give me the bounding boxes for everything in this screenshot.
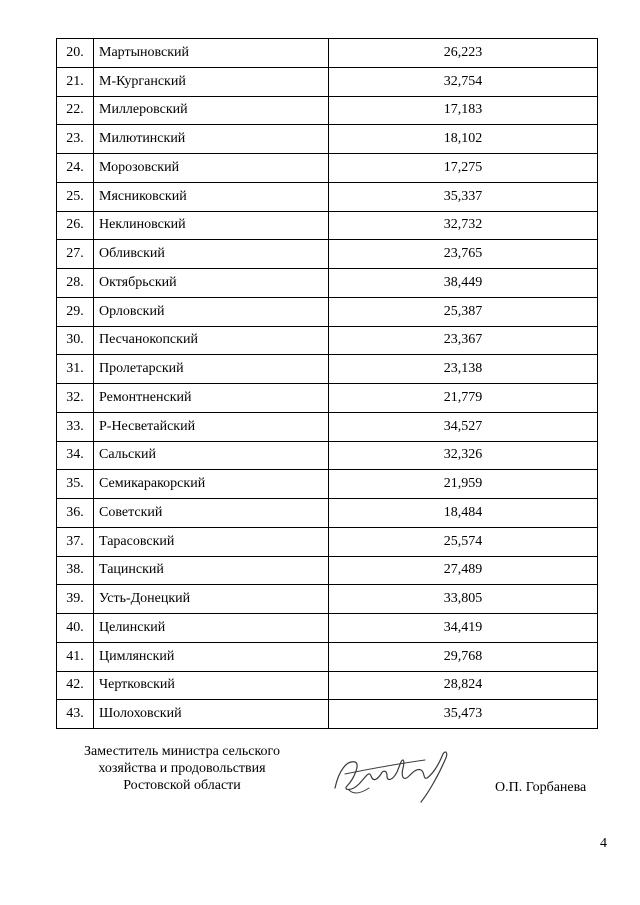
row-number: 33. — [57, 412, 94, 441]
table-row — [57, 671, 598, 700]
district-name: Тацинский — [94, 556, 329, 585]
row-number: 21. — [57, 67, 94, 96]
table-row — [57, 182, 598, 211]
row-number: 29. — [57, 297, 94, 326]
row-number: 40. — [57, 614, 94, 643]
row-number: 36. — [57, 499, 94, 528]
table-row — [57, 240, 598, 269]
table-row — [57, 412, 598, 441]
district-name: Тарасовский — [94, 527, 329, 556]
table-row — [57, 269, 598, 298]
district-value: 35,337 — [329, 182, 598, 211]
table-row — [57, 96, 598, 125]
district-value: 23,765 — [329, 240, 598, 269]
table-row — [57, 642, 598, 671]
row-number: 39. — [57, 585, 94, 614]
row-number: 37. — [57, 527, 94, 556]
district-name: Октябрьский — [94, 269, 329, 298]
row-number: 42. — [57, 671, 94, 700]
position-line: Ростовской области — [123, 778, 241, 793]
table-row — [57, 125, 598, 154]
district-value: 18,484 — [329, 499, 598, 528]
district-value: 27,489 — [329, 556, 598, 585]
row-number: 24. — [57, 154, 94, 183]
table-row — [57, 556, 598, 585]
page-number: 4 — [600, 836, 607, 851]
table-row — [57, 326, 598, 355]
table-row — [57, 441, 598, 470]
district-name: Мясниковский — [94, 182, 329, 211]
district-value: 32,754 — [329, 67, 598, 96]
district-value: 34,419 — [329, 614, 598, 643]
row-number: 38. — [57, 556, 94, 585]
row-number: 34. — [57, 441, 94, 470]
district-name: Чертковский — [94, 671, 329, 700]
table-row — [57, 384, 598, 413]
position-line: Заместитель министра сельского — [84, 744, 280, 759]
district-name: Усть-Донецкий — [94, 585, 329, 614]
row-number: 35. — [57, 470, 94, 499]
handwritten-signature — [325, 740, 460, 810]
row-number: 43. — [57, 700, 94, 729]
table-row — [57, 470, 598, 499]
district-name: Семикаракорский — [94, 470, 329, 499]
row-number: 41. — [57, 642, 94, 671]
position-line: хозяйства и продовольствия — [98, 761, 266, 776]
district-name: Неклиновский — [94, 211, 329, 240]
district-value: 17,183 — [329, 96, 598, 125]
row-number: 30. — [57, 326, 94, 355]
district-name: Мартыновский — [94, 39, 329, 68]
district-name: Пролетарский — [94, 355, 329, 384]
district-value: 21,779 — [329, 384, 598, 413]
table-row — [57, 355, 598, 384]
district-value: 17,275 — [329, 154, 598, 183]
table-row — [57, 297, 598, 326]
table-row — [57, 700, 598, 729]
district-name: М-Курганский — [94, 67, 329, 96]
district-name: Обливский — [94, 240, 329, 269]
table-row — [57, 67, 598, 96]
district-value: 21,959 — [329, 470, 598, 499]
district-value: 18,102 — [329, 125, 598, 154]
row-number: 20. — [57, 39, 94, 68]
district-value: 28,824 — [329, 671, 598, 700]
district-name: Милютинский — [94, 125, 329, 154]
row-number: 27. — [57, 240, 94, 269]
table-row — [57, 614, 598, 643]
district-name: Целинский — [94, 614, 329, 643]
row-number: 26. — [57, 211, 94, 240]
district-value: 23,367 — [329, 326, 598, 355]
district-value: 32,326 — [329, 441, 598, 470]
district-name: Советский — [94, 499, 329, 528]
row-number: 23. — [57, 125, 94, 154]
district-value: 26,223 — [329, 39, 598, 68]
district-name: Р-Несветайский — [94, 412, 329, 441]
district-name: Сальский — [94, 441, 329, 470]
district-name: Ремонтненский — [94, 384, 329, 413]
district-name: Морозовский — [94, 154, 329, 183]
district-name: Цимлянский — [94, 642, 329, 671]
table-row — [57, 527, 598, 556]
district-value: 38,449 — [329, 269, 598, 298]
row-number: 25. — [57, 182, 94, 211]
table-row — [57, 499, 598, 528]
table-row — [57, 585, 598, 614]
district-name: Орловский — [94, 297, 329, 326]
row-number: 28. — [57, 269, 94, 298]
signer-position — [62, 743, 302, 794]
row-number: 32. — [57, 384, 94, 413]
district-table — [56, 38, 598, 729]
table-row — [57, 39, 598, 68]
table-body — [57, 39, 598, 729]
district-value: 25,574 — [329, 527, 598, 556]
district-value: 25,387 — [329, 297, 598, 326]
district-name: Песчанокопский — [94, 326, 329, 355]
district-name: Шолоховский — [94, 700, 329, 729]
table-row — [57, 154, 598, 183]
table-row — [57, 211, 598, 240]
row-number: 31. — [57, 355, 94, 384]
district-value: 34,527 — [329, 412, 598, 441]
district-value: 35,473 — [329, 700, 598, 729]
district-value: 23,138 — [329, 355, 598, 384]
district-name: Миллеровский — [94, 96, 329, 125]
district-value: 33,805 — [329, 585, 598, 614]
district-value: 29,768 — [329, 642, 598, 671]
district-value: 32,732 — [329, 211, 598, 240]
signer-name: О.П. Горбанева — [495, 780, 587, 795]
signature-block — [0, 740, 640, 820]
row-number: 22. — [57, 96, 94, 125]
